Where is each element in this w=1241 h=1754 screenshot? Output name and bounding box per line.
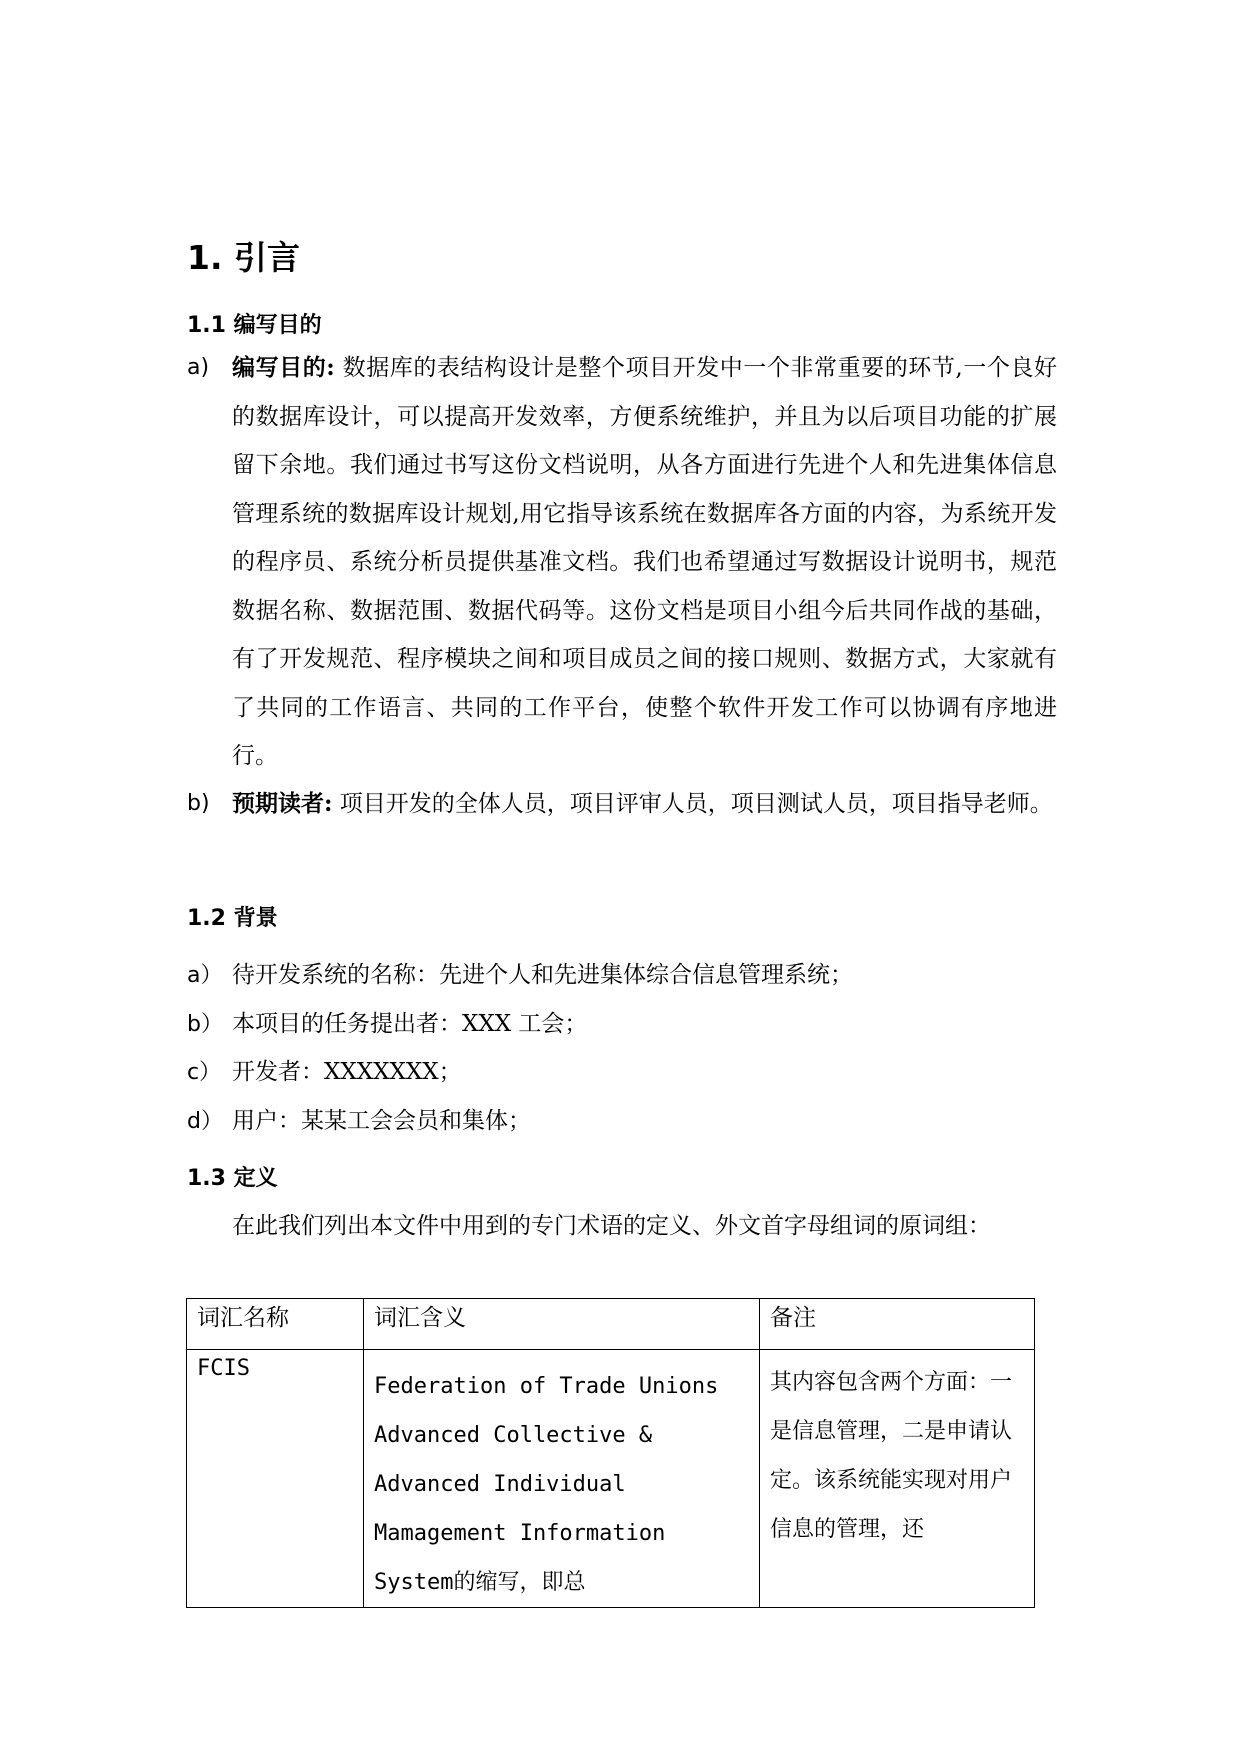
background-item bbox=[187, 1106, 531, 1137]
purpose-heading: 1.1 编写目的 bbox=[187, 313, 322, 338]
list-marker: a） bbox=[187, 963, 223, 988]
item-lead: 预期读者: bbox=[232, 790, 333, 817]
list-marker: b) bbox=[187, 791, 210, 816]
item-text: 项目开发的全体人员，项目评审人员，项目测试人员，项目指导老师。 bbox=[332, 791, 1053, 817]
background-item-text: 开发者：XXXXXXX； bbox=[232, 1059, 462, 1085]
background-item-text: 本项目的任务提出者：XXX 工会； bbox=[232, 1011, 588, 1037]
background-heading: 1.2 背景 bbox=[187, 906, 278, 931]
background-item-text: 用户：某某工会会员和集体； bbox=[232, 1108, 531, 1134]
background-item bbox=[187, 960, 853, 991]
definitions-heading: 1.3 定义 bbox=[187, 1166, 278, 1191]
definitions-intro: 在此我们列出本文件中用到的专门术语的定义、外文首字母组词的原词组： bbox=[232, 1213, 991, 1239]
background-item-text: 待开发系统的名称：先进个人和先进集体综合信息管理系统； bbox=[232, 962, 853, 988]
list-marker: c） bbox=[187, 1060, 222, 1085]
purpose-item-a bbox=[187, 344, 1057, 781]
background-item bbox=[187, 1057, 462, 1088]
purpose-item-a-content bbox=[232, 344, 1057, 781]
cell-meaning: Federation of Trade Unions Advanced Collective & Advanced Individual Mamagement Information System的缩写，即总 bbox=[364, 1350, 760, 1608]
item-text: 数据库的表结构设计是整个项目开发中一个非常重要的环节,一个良好的数据库设计，可以提高开发效率，方便系统维护，并且为以后项目功能的扩展留下余地。我们通过书写这份文档说明，从各方面进行先进个人和先进集体信息管理系统的数据库设计规划,用它指导该系统在数据库各方面的内容，为系统开发的程序员、系统分析员提供基准文档。我们也希望通过写数据设计说明书，规范数据名称、数据范围、数据代码等。这份文档是项目小组今后共同作战的基础，有了开发规范、程序模块之间和项目成员之间的接口规则、数据方式，大家就有了共同的工作语言、共同的工作平台，使整个软件开发工作可以协调有序地进行。 bbox=[232, 355, 1057, 769]
cell-note: 其内容包含两个方面：一是信息管理，二是申请认定。该系统能实现对用户信息的管理，还 bbox=[760, 1350, 1035, 1608]
list-marker: d） bbox=[187, 1109, 223, 1134]
section-title: 1. 引言 bbox=[187, 238, 300, 277]
definitions-table bbox=[186, 1298, 1035, 1608]
item-lead: 编写目的: bbox=[232, 354, 335, 381]
purpose-item-b bbox=[187, 780, 1057, 829]
cell-term: FCIS bbox=[187, 1350, 364, 1608]
column-header-meaning: 词汇含义 bbox=[364, 1299, 760, 1350]
column-header-note: 备注 bbox=[760, 1299, 1035, 1350]
column-header-term: 词汇名称 bbox=[187, 1299, 364, 1350]
list-marker: a) bbox=[187, 355, 210, 380]
list-marker: b） bbox=[187, 1012, 223, 1037]
table-row bbox=[187, 1350, 1035, 1608]
background-item bbox=[187, 1009, 587, 1040]
purpose-item-b-content bbox=[232, 780, 1057, 829]
table-header-row bbox=[187, 1299, 1035, 1350]
